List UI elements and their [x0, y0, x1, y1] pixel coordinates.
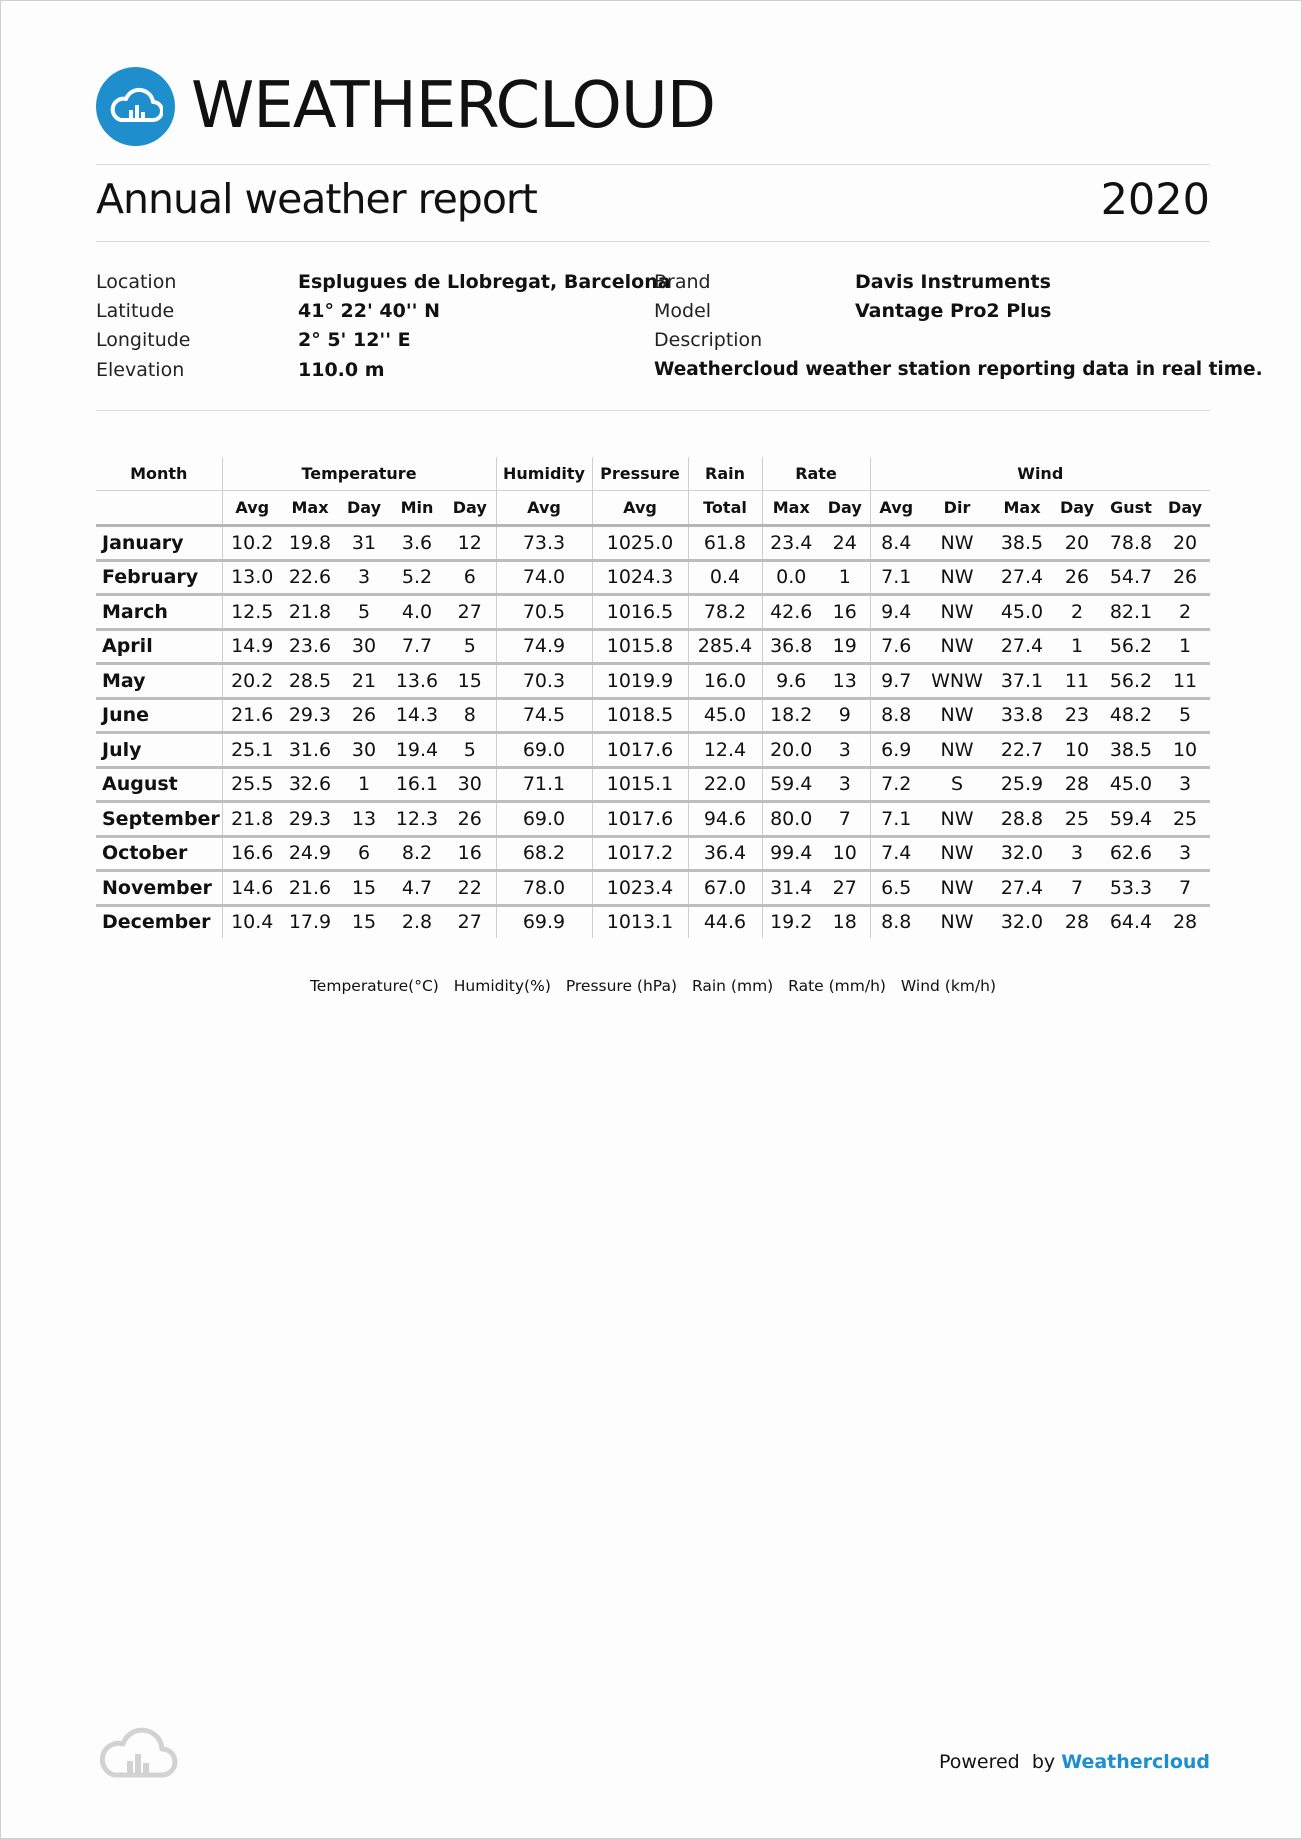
powered-by: [939, 1751, 1210, 1773]
subheader-cell: Day: [1052, 491, 1102, 526]
table-cell: 16.0: [688, 664, 762, 699]
table-cell: 78.8: [1102, 526, 1160, 561]
table-cell: 27: [444, 905, 496, 938]
table-cell: 78.2: [688, 595, 762, 630]
table-cell: 27.4: [992, 629, 1052, 664]
table-cell: NW: [922, 871, 992, 906]
table-body: [96, 526, 1210, 939]
table-row: [96, 871, 1210, 906]
table-cell: 78.0: [496, 871, 592, 906]
table-cell: 22: [444, 871, 496, 906]
table-cell: 14.3: [390, 698, 444, 733]
table-cell: 16: [820, 595, 870, 630]
table-cell: 31.6: [282, 733, 338, 768]
table-cell: NW: [922, 733, 992, 768]
subheader-cell: Gust: [1102, 491, 1160, 526]
table-cell: 32.0: [992, 836, 1052, 871]
table-row: [96, 802, 1210, 837]
table-cell: 25.9: [992, 767, 1052, 802]
powered-by-label: Powered by: [938, 1751, 1056, 1773]
table-cell: 16.6: [222, 836, 282, 871]
month-cell: December: [96, 905, 222, 938]
elevation-value: 110.0 m: [298, 359, 385, 381]
title-divider: [96, 241, 1210, 242]
table-cell: 26: [444, 802, 496, 837]
table-cell: 15: [444, 664, 496, 699]
table-cell: 20: [1160, 526, 1210, 561]
table-cell: 59.4: [1102, 802, 1160, 837]
table-cell: 32.6: [282, 767, 338, 802]
table-cell: 22.6: [282, 560, 338, 595]
location-value: Esplugues de Llobregat, Barcelona: [298, 271, 671, 293]
table-cell: 54.7: [1102, 560, 1160, 595]
table-cell: 68.2: [496, 836, 592, 871]
unit-rain: Rain (mm): [691, 977, 774, 995]
table-cell: 1: [338, 767, 390, 802]
table-row: [96, 595, 1210, 630]
subheader-cell: Day: [444, 491, 496, 526]
table-cell: 7.6: [870, 629, 922, 664]
table-cell: 69.0: [496, 802, 592, 837]
longitude-value: 2° 5' 12'' E: [298, 329, 411, 351]
page-title: Annual weather report: [96, 175, 537, 223]
table-cell: 6.9: [870, 733, 922, 768]
brand-header: [96, 65, 715, 147]
powered-by-link[interactable]: Weathercloud: [1061, 1751, 1210, 1773]
table-cell: 42.6: [762, 595, 820, 630]
table-cell: 69.0: [496, 733, 592, 768]
table-cell: 48.2: [1102, 698, 1160, 733]
table-cell: 31: [338, 526, 390, 561]
table-cell: 7: [1160, 871, 1210, 906]
unit-temperature: Temperature(°C): [309, 977, 439, 995]
table-cell: 13: [338, 802, 390, 837]
table-cell: 37.1: [992, 664, 1052, 699]
table-cell: 61.8: [688, 526, 762, 561]
subheader-cell: Avg: [870, 491, 922, 526]
table-cell: 15: [338, 871, 390, 906]
table-row: [96, 664, 1210, 699]
description-value: Weathercloud weather station reporting data in real time.: [654, 359, 1263, 380]
table-cell: 7.1: [870, 802, 922, 837]
table-cell: 36.8: [762, 629, 820, 664]
table-cell: 15: [351, 911, 377, 934]
table-cell: 70.3: [496, 664, 592, 699]
table-cell: 1: [1160, 629, 1210, 664]
table-cell: 10: [1052, 733, 1102, 768]
month-cell: July: [96, 733, 222, 768]
table-cell: 1019.9: [592, 664, 688, 699]
table-cell: 10: [1160, 733, 1210, 768]
table-cell: 53.3: [1102, 871, 1160, 906]
table-cell: 3: [338, 560, 390, 595]
subheader-month-blank: [96, 491, 222, 526]
humidity-header: Humidity: [496, 457, 592, 491]
unit-pressure: Pressure (hPa): [565, 977, 677, 995]
brand-value: Davis Instruments: [855, 271, 1051, 293]
subheader-cell: Day: [338, 491, 390, 526]
subheader-cell: Avg: [496, 491, 592, 526]
table-cell: S: [922, 767, 992, 802]
table-subheader: [96, 491, 1210, 526]
table-cell: 21.6: [282, 871, 338, 906]
table-cell: 9.7: [870, 664, 922, 699]
table-cell: 74.0: [496, 560, 592, 595]
table-cell: 80.0: [762, 802, 820, 837]
table-cell: 59.4: [762, 767, 820, 802]
table-cell: 19.2: [770, 911, 813, 934]
table-cell: 67.0: [688, 871, 762, 906]
month-cell: March: [96, 595, 222, 630]
report-year: 2020: [1100, 175, 1210, 225]
table-cell: 1023.4: [592, 871, 688, 906]
table-cell: 1: [820, 560, 870, 595]
table-cell: 6: [338, 836, 390, 871]
subheader-cell: Avg: [222, 491, 282, 526]
table-cell: 16: [444, 836, 496, 871]
table-cell: 11: [1052, 664, 1102, 699]
table-cell: 56.2: [1102, 629, 1160, 664]
table-row: [96, 836, 1210, 871]
info-divider: [96, 410, 1210, 411]
table-cell: 31.4: [762, 871, 820, 906]
table-cell: 2.8: [401, 911, 433, 934]
table-cell: 5: [1160, 698, 1210, 733]
table-cell: 12.3: [390, 802, 444, 837]
header-divider: [96, 164, 1210, 165]
subheader-cell: Max: [992, 491, 1052, 526]
table-cell: 5.2: [390, 560, 444, 595]
table-row: [96, 905, 1210, 938]
month-cell: October: [96, 836, 222, 871]
table-cell: 82.1: [1102, 595, 1160, 630]
table-cell: NW: [922, 560, 992, 595]
table-cell: 21.6: [222, 698, 282, 733]
month-cell: August: [96, 767, 222, 802]
table-cell: 21.8: [222, 802, 282, 837]
table-cell: 7.1: [870, 560, 922, 595]
table-cell: 21: [338, 664, 390, 699]
subheader-cell: Min: [390, 491, 444, 526]
table-row: [96, 698, 1210, 733]
table-cell: NW: [922, 836, 992, 871]
table-cell: 44.6: [688, 905, 762, 938]
month-cell: January: [96, 526, 222, 561]
table-cell: 30: [444, 767, 496, 802]
table-cell: 7.4: [870, 836, 922, 871]
table-cell: 27.4: [992, 560, 1052, 595]
table-cell: 12.5: [222, 595, 282, 630]
brand-label: Brand: [654, 271, 711, 293]
month-cell: November: [96, 871, 222, 906]
table-cell: 30: [338, 733, 390, 768]
table-cell: 64.4: [1109, 911, 1153, 934]
table-cell: 6: [444, 560, 496, 595]
table-cell: 9.6: [762, 664, 820, 699]
unit-humidity: Humidity(%): [453, 977, 551, 995]
table-cell: 45.0: [1102, 767, 1160, 802]
table-cell: 19.8: [282, 526, 338, 561]
table-cell: 28.5: [282, 664, 338, 699]
table-row: [96, 733, 1210, 768]
subheader-cell: Day: [1160, 491, 1210, 526]
table-cell: 56.2: [1102, 664, 1160, 699]
table-cell: 4.0: [390, 595, 444, 630]
table-cell: NW: [922, 698, 992, 733]
brand-name: WEATHERCLOUD: [191, 69, 716, 143]
table-cell: 1015.8: [592, 629, 688, 664]
table-cell: 33.8: [992, 698, 1052, 733]
table-group-header: [96, 457, 1210, 491]
table-cell: 7.7: [390, 629, 444, 664]
table-cell: 7: [820, 802, 870, 837]
table-cell: 13.6: [390, 664, 444, 699]
subheader-cell: Avg: [592, 491, 688, 526]
elevation-label: Elevation: [96, 359, 185, 381]
model-label: Model: [654, 300, 712, 322]
table-cell: 7.2: [870, 767, 922, 802]
table-cell: 16.1: [390, 767, 444, 802]
table-cell: 28.8: [992, 802, 1052, 837]
table-cell: 6.5: [870, 871, 922, 906]
table-cell: 13: [820, 664, 870, 699]
table-cell: 3: [1160, 767, 1210, 802]
table-cell: 1017.2: [592, 836, 688, 871]
table-cell: 1013.1: [592, 905, 688, 938]
table-cell: NW: [922, 595, 992, 630]
table-cell: 10: [820, 836, 870, 871]
table-cell: 36.4: [688, 836, 762, 871]
table-cell: 71.1: [496, 767, 592, 802]
table-cell: 0.0: [762, 560, 820, 595]
table-cell: 4.7: [390, 871, 444, 906]
table-cell: 25: [1160, 802, 1210, 837]
rain-header: Rain: [688, 457, 762, 491]
table-cell: 3.6: [390, 526, 444, 561]
table-cell: 29.3: [282, 698, 338, 733]
table-cell: 25.5: [222, 767, 282, 802]
table-cell: 30: [338, 629, 390, 664]
table-cell: 24: [820, 526, 870, 561]
table-cell: 9.4: [870, 595, 922, 630]
table-cell: 17.9: [288, 911, 332, 934]
table-cell: 28: [1064, 911, 1090, 934]
month-cell: September: [96, 802, 222, 837]
table-cell: 20.0: [762, 733, 820, 768]
table-cell: NW: [922, 802, 992, 837]
table-cell: 10.4: [231, 911, 274, 934]
table-cell: 94.6: [688, 802, 762, 837]
table-cell: 3: [1160, 836, 1210, 871]
description-label: Description: [654, 329, 763, 351]
table-cell: 1016.5: [592, 595, 688, 630]
month-header: Month: [96, 457, 222, 491]
cloud-chart-icon: [96, 67, 175, 146]
table-cell: 8.8: [870, 698, 922, 733]
table-row: [96, 629, 1210, 664]
table-cell: 18: [820, 905, 870, 938]
location-label: Location: [96, 271, 177, 293]
longitude-label: Longitude: [96, 329, 191, 351]
table-cell: 25.1: [222, 733, 282, 768]
unit-rate: Rate (mm/h): [788, 977, 886, 995]
table-cell: 5: [444, 733, 496, 768]
table-cell: NW: [922, 629, 992, 664]
table-cell: 14.9: [222, 629, 282, 664]
table-row: [96, 526, 1210, 561]
table-cell: 62.6: [1102, 836, 1160, 871]
table-cell: WNW: [922, 664, 992, 699]
table-cell: 19: [820, 629, 870, 664]
month-cell: February: [96, 560, 222, 595]
table-cell: 69.9: [496, 905, 592, 938]
table-cell: 1017.6: [592, 802, 688, 837]
table-cell: 19.4: [390, 733, 444, 768]
table-cell: 27: [444, 595, 496, 630]
table-cell: 12: [444, 526, 496, 561]
table-cell: 7: [1052, 871, 1102, 906]
table-cell: 11: [1160, 664, 1210, 699]
table-cell: 29.3: [282, 802, 338, 837]
table-cell: 24.9: [282, 836, 338, 871]
table-cell: 23.4: [762, 526, 820, 561]
table-cell: 12.4: [688, 733, 762, 768]
table-cell: 9: [820, 698, 870, 733]
table-cell: 2: [1052, 595, 1102, 630]
table-cell: 38.5: [1102, 733, 1160, 768]
table-cell: 26: [338, 698, 390, 733]
month-cell: June: [96, 698, 222, 733]
table-row: [96, 767, 1210, 802]
table-cell: 73.3: [496, 526, 592, 561]
table-cell: 20.2: [222, 664, 282, 699]
month-cell: April: [96, 629, 222, 664]
table-cell: 8.4: [870, 526, 922, 561]
units-legend: [96, 977, 1210, 995]
table-cell: 285.4: [688, 629, 762, 664]
table-cell: 22.0: [688, 767, 762, 802]
table-cell: 1018.5: [592, 698, 688, 733]
table-cell: NW: [940, 911, 974, 934]
unit-wind: Wind (km/h): [900, 977, 997, 995]
table-cell: 1015.1: [592, 767, 688, 802]
table-cell: 38.5: [992, 526, 1052, 561]
table-cell: 3: [1052, 836, 1102, 871]
table-cell: 5: [338, 595, 390, 630]
table-cell: 10.2: [222, 526, 282, 561]
table-cell: 45.0: [992, 595, 1052, 630]
table-cell: 23: [1052, 698, 1102, 733]
table-cell: 27: [820, 871, 870, 906]
table-cell: 28: [1172, 911, 1198, 934]
month-cell: May: [96, 664, 222, 699]
table-cell: 22.7: [992, 733, 1052, 768]
table-cell: 21.8: [282, 595, 338, 630]
pressure-header: Pressure: [592, 457, 688, 491]
table-cell: 45.0: [688, 698, 762, 733]
table-cell: 13.0: [222, 560, 282, 595]
table-cell: 27.4: [992, 871, 1052, 906]
table-cell: 23.6: [282, 629, 338, 664]
table-cell: 8.2: [390, 836, 444, 871]
table-cell: 70.5: [496, 595, 592, 630]
table-cell: 1025.0: [592, 526, 688, 561]
rate-header: Rate: [762, 457, 870, 491]
table-cell: 1017.6: [592, 733, 688, 768]
model-value: Vantage Pro2 Plus: [855, 300, 1052, 322]
weather-table: [96, 457, 1210, 938]
table-row: [96, 560, 1210, 595]
subheader-cell: Total: [688, 491, 762, 526]
table-cell: 74.5: [496, 698, 592, 733]
table-cell: 0.4: [688, 560, 762, 595]
table-cell: 14.6: [222, 871, 282, 906]
table-cell: 99.4: [762, 836, 820, 871]
subheader-cell: Max: [762, 491, 820, 526]
table-cell: 25: [1052, 802, 1102, 837]
table-cell: 28: [1052, 767, 1102, 802]
subheader-cell: Day: [820, 491, 870, 526]
table-cell: 1: [1052, 629, 1102, 664]
table-cell: 2: [1160, 595, 1210, 630]
table-cell: 8: [444, 698, 496, 733]
cloud-chart-outline-icon: [96, 1723, 178, 1787]
table-cell: 1024.3: [592, 560, 688, 595]
table-cell: 8.8: [881, 911, 912, 934]
subheader-cell: Max: [282, 491, 338, 526]
table-cell: 20: [1052, 526, 1102, 561]
table-cell: 18.2: [762, 698, 820, 733]
latitude-value: 41° 22' 40'' N: [298, 300, 441, 322]
wind-header: Wind: [870, 457, 1210, 491]
table-cell: 3: [820, 767, 870, 802]
subheader-cell: Dir: [922, 491, 992, 526]
table-cell: 74.9: [496, 629, 592, 664]
table-cell: 26: [1052, 560, 1102, 595]
table-cell: 5: [444, 629, 496, 664]
table-cell: 3: [820, 733, 870, 768]
table-cell: 32.0: [1000, 911, 1044, 934]
temperature-header: Temperature: [222, 457, 496, 491]
table-cell: NW: [922, 526, 992, 561]
table-cell: 26: [1160, 560, 1210, 595]
latitude-label: Latitude: [96, 300, 175, 322]
